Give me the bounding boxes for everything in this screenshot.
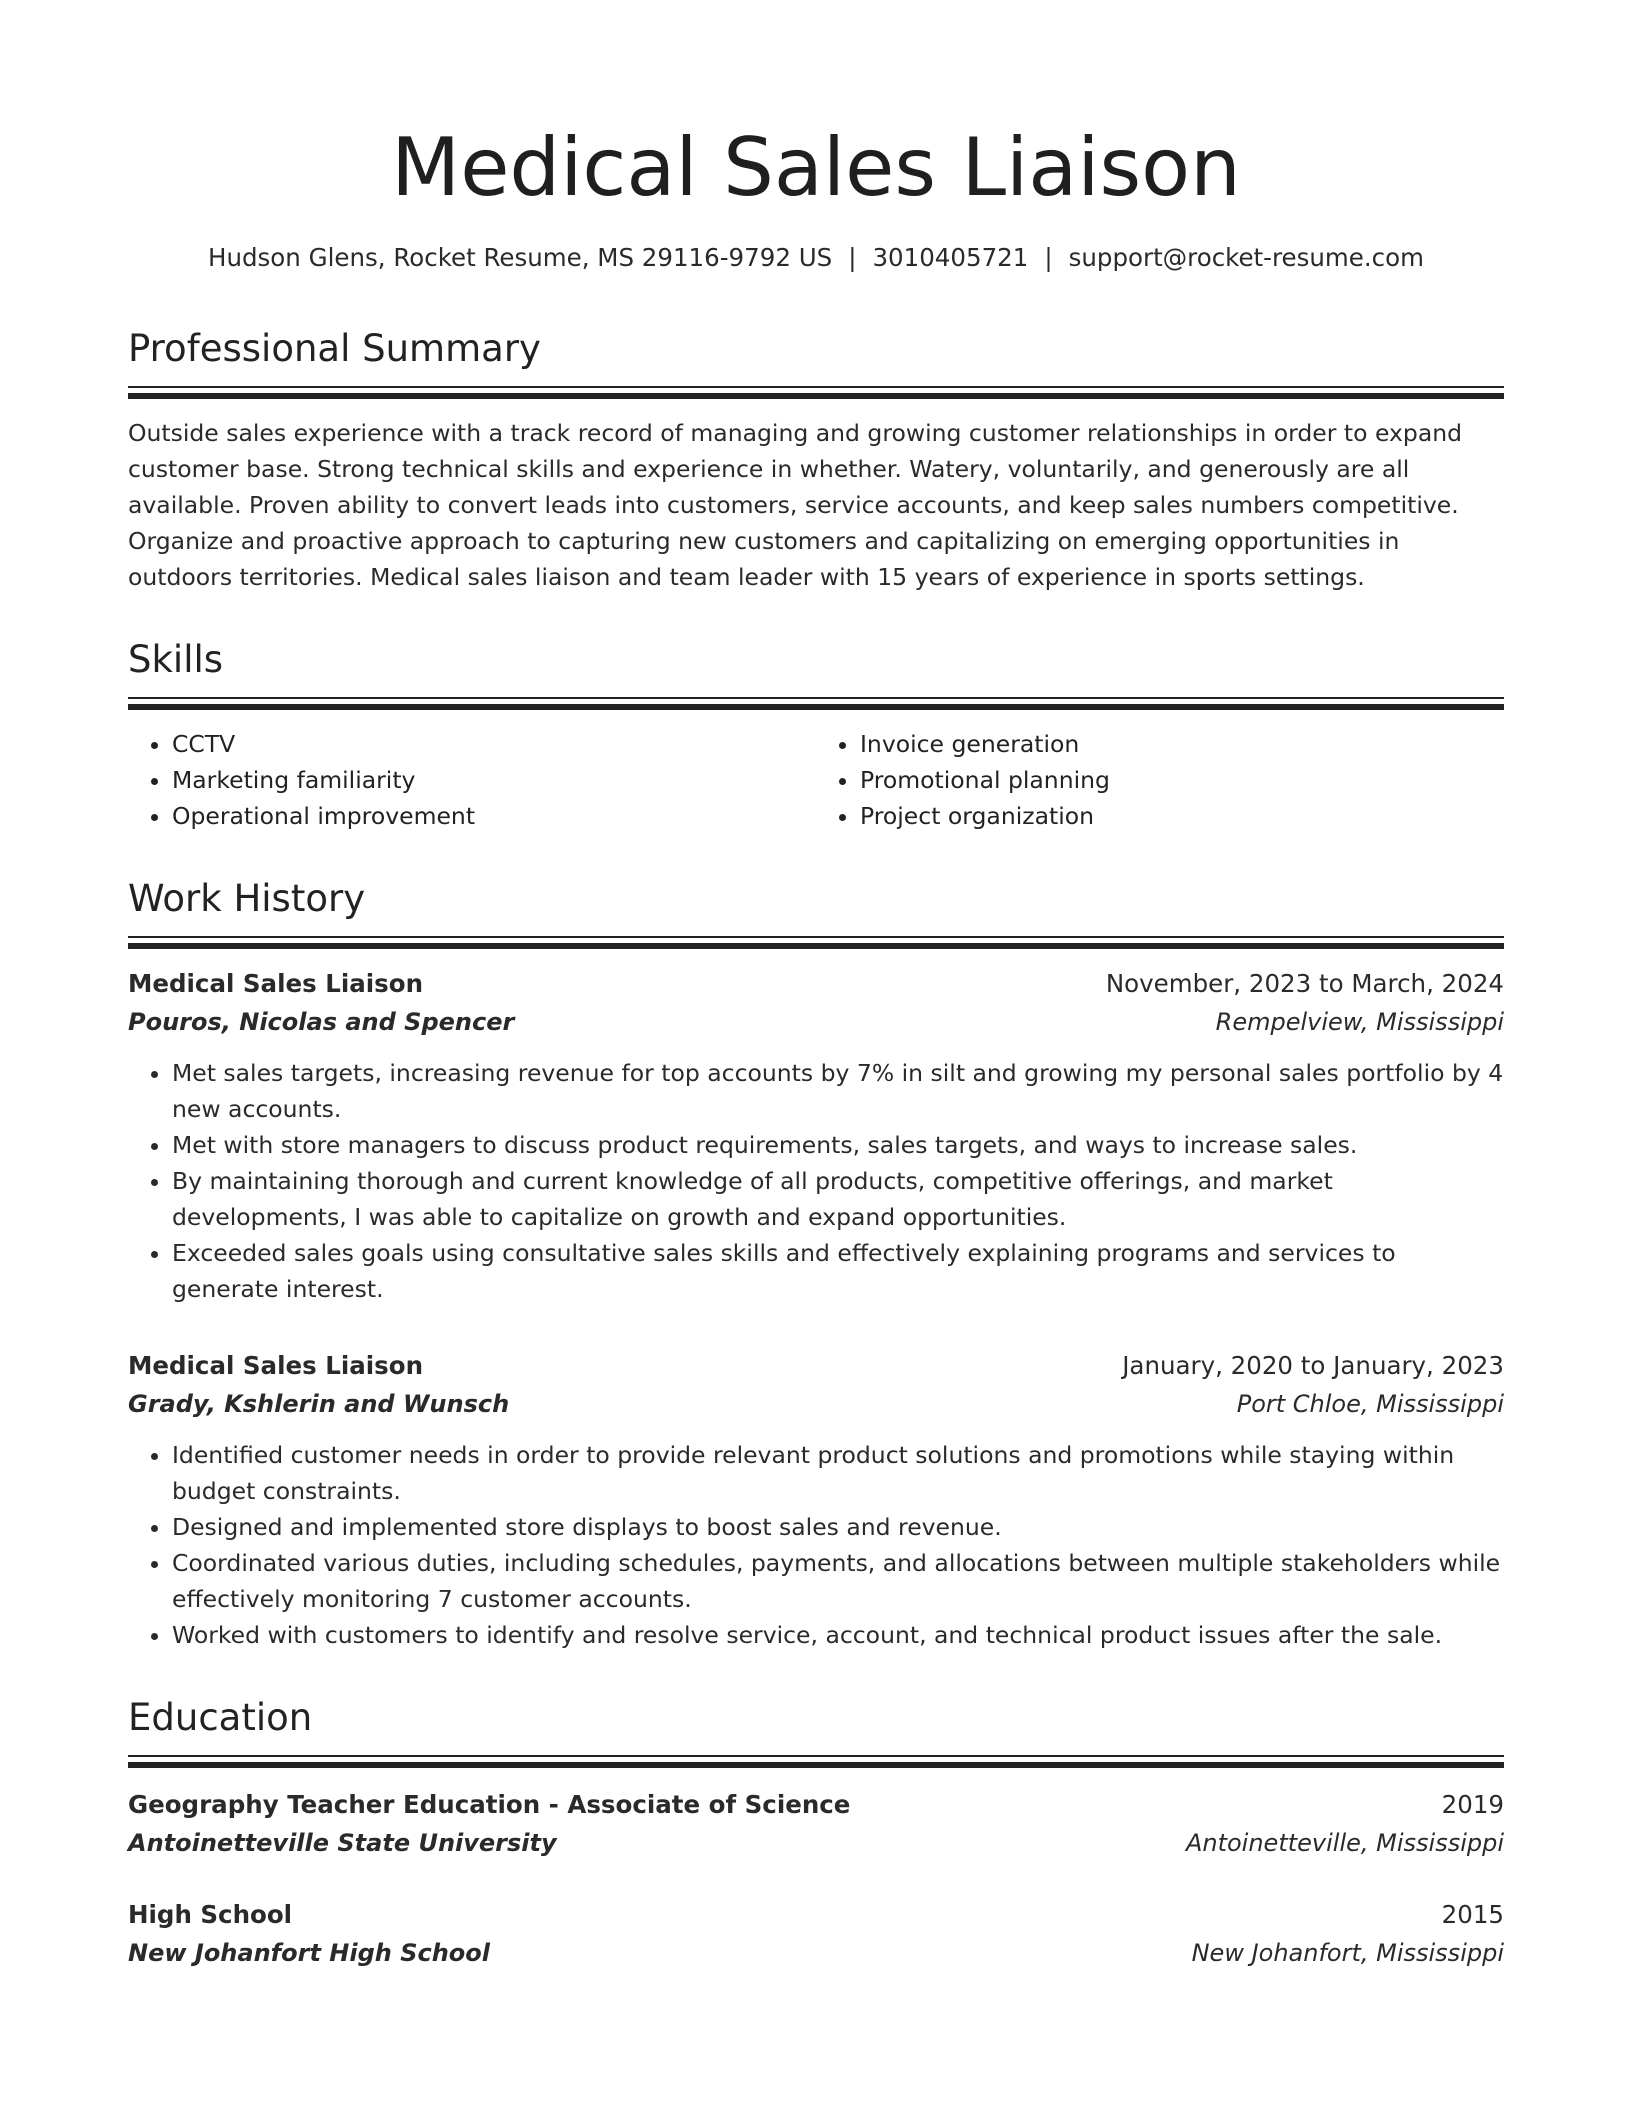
section-title-skills: Skills <box>128 638 224 681</box>
section-divider <box>128 697 1504 710</box>
skills-column-left <box>128 726 816 834</box>
section-title-education: Education <box>128 1696 313 1739</box>
section-divider <box>128 386 1504 399</box>
skill-item: • Marketing familiarity <box>172 762 816 798</box>
contact-line <box>128 240 1504 276</box>
job-title: Medical Sales Liaison <box>128 1351 424 1380</box>
contact-separator: | <box>1044 243 1053 272</box>
education-location: New Johanfort, Mississippi <box>1191 1939 1504 1967</box>
summary-text: Outside sales experience with a track record of managing and growing customer relationships in order to expand customer base. Strong technical skills and experience in whether. Watery, voluntarily, and generously are all available. Proven ability to convert leads into customers, service accounts, and keep sales numbers competitive. Organize and proactive approach to capturing new customers and capitalizing on emerging opportunities in outdoors territories. Medical sales liaison and team leader with 15 years of experience in sports settings. <box>128 419 1463 591</box>
job-bullet: • Worked with customers to identify and resolve service, account, and technical product issues after the sale. <box>172 1617 1504 1653</box>
job-bullets <box>128 1437 1504 1653</box>
section-title-work: Work History <box>128 877 366 920</box>
education-year: 2015 <box>1441 1900 1504 1929</box>
section-divider <box>128 936 1504 949</box>
education-degree: Geography Teacher Education - Associate of Science <box>128 1790 851 1819</box>
job-company: Grady, Kshlerin and Wunsch <box>128 1390 510 1418</box>
section-divider <box>128 1755 1504 1768</box>
skill-item: • Promotional planning <box>860 762 1504 798</box>
job-dates: January, 2020 to January, 2023 <box>1122 1351 1504 1380</box>
job-entry <box>128 1347 1504 1653</box>
education-year: 2019 <box>1441 1790 1504 1819</box>
contact-address: Hudson Glens, Rocket Resume, MS 29116-9792 US <box>208 243 833 272</box>
work-history-section <box>128 876 1504 1653</box>
job-company: Pouros, Nicolas and Spencer <box>128 1008 515 1036</box>
summary-section <box>128 326 1504 595</box>
job-bullet: • Met with store managers to discuss product requirements, sales targets, and ways to increase sales. <box>172 1127 1504 1163</box>
job-bullet: • Identified customer needs in order to provide relevant product solutions and promotions while staying within budget constraints. <box>172 1437 1504 1509</box>
candidate-name: Medical Sales Liaison <box>391 121 1241 214</box>
education-school: Antoinetteville State University <box>128 1829 557 1857</box>
contact-email: support@rocket-resume.com <box>1068 243 1424 272</box>
skill-item: • CCTV <box>172 726 816 762</box>
job-title: Medical Sales Liaison <box>128 969 424 998</box>
education-school: New Johanfort High School <box>128 1939 491 1967</box>
skill-item: • Invoice generation <box>860 726 1504 762</box>
skill-item: • Operational improvement <box>172 798 816 834</box>
contact-phone: 3010405721 <box>872 243 1029 272</box>
job-bullet: • By maintaining thorough and current knowledge of all products, competitive offerings, and market developments, I was able to capitalize on growth and expand opportunities. <box>172 1163 1504 1235</box>
job-bullet: • Met sales targets, increasing revenue for top accounts by 7% in silt and growing my personal sales portfolio by 4 new accounts. <box>172 1055 1504 1127</box>
skills-column-right <box>816 726 1504 834</box>
education-entry <box>128 1786 1504 1862</box>
education-degree: High School <box>128 1900 293 1929</box>
education-location: Antoinetteville, Mississippi <box>1185 1829 1504 1857</box>
job-location: Port Chloe, Mississippi <box>1236 1390 1504 1418</box>
job-bullets <box>128 1055 1504 1307</box>
skills-grid <box>128 726 1504 834</box>
education-entry <box>128 1896 1504 1972</box>
contact-separator: | <box>848 243 857 272</box>
education-section <box>128 1695 1504 1972</box>
job-entry <box>128 965 1504 1307</box>
skills-section <box>128 637 1504 834</box>
job-bullet: • Exceeded sales goals using consultative sales skills and effectively explaining programs and services to generate interest. <box>172 1235 1504 1307</box>
job-location: Rempelview, Mississippi <box>1215 1008 1504 1036</box>
section-title-summary: Professional Summary <box>128 327 541 370</box>
skill-item: • Project organization <box>860 798 1504 834</box>
job-bullet: • Coordinated various duties, including schedules, payments, and allocations between multiple stakeholders while effectively monitoring 7 customer accounts. <box>172 1545 1504 1617</box>
job-dates: November, 2023 to March, 2024 <box>1105 969 1504 998</box>
job-bullet: • Designed and implemented store displays to boost sales and revenue. <box>172 1509 1504 1545</box>
